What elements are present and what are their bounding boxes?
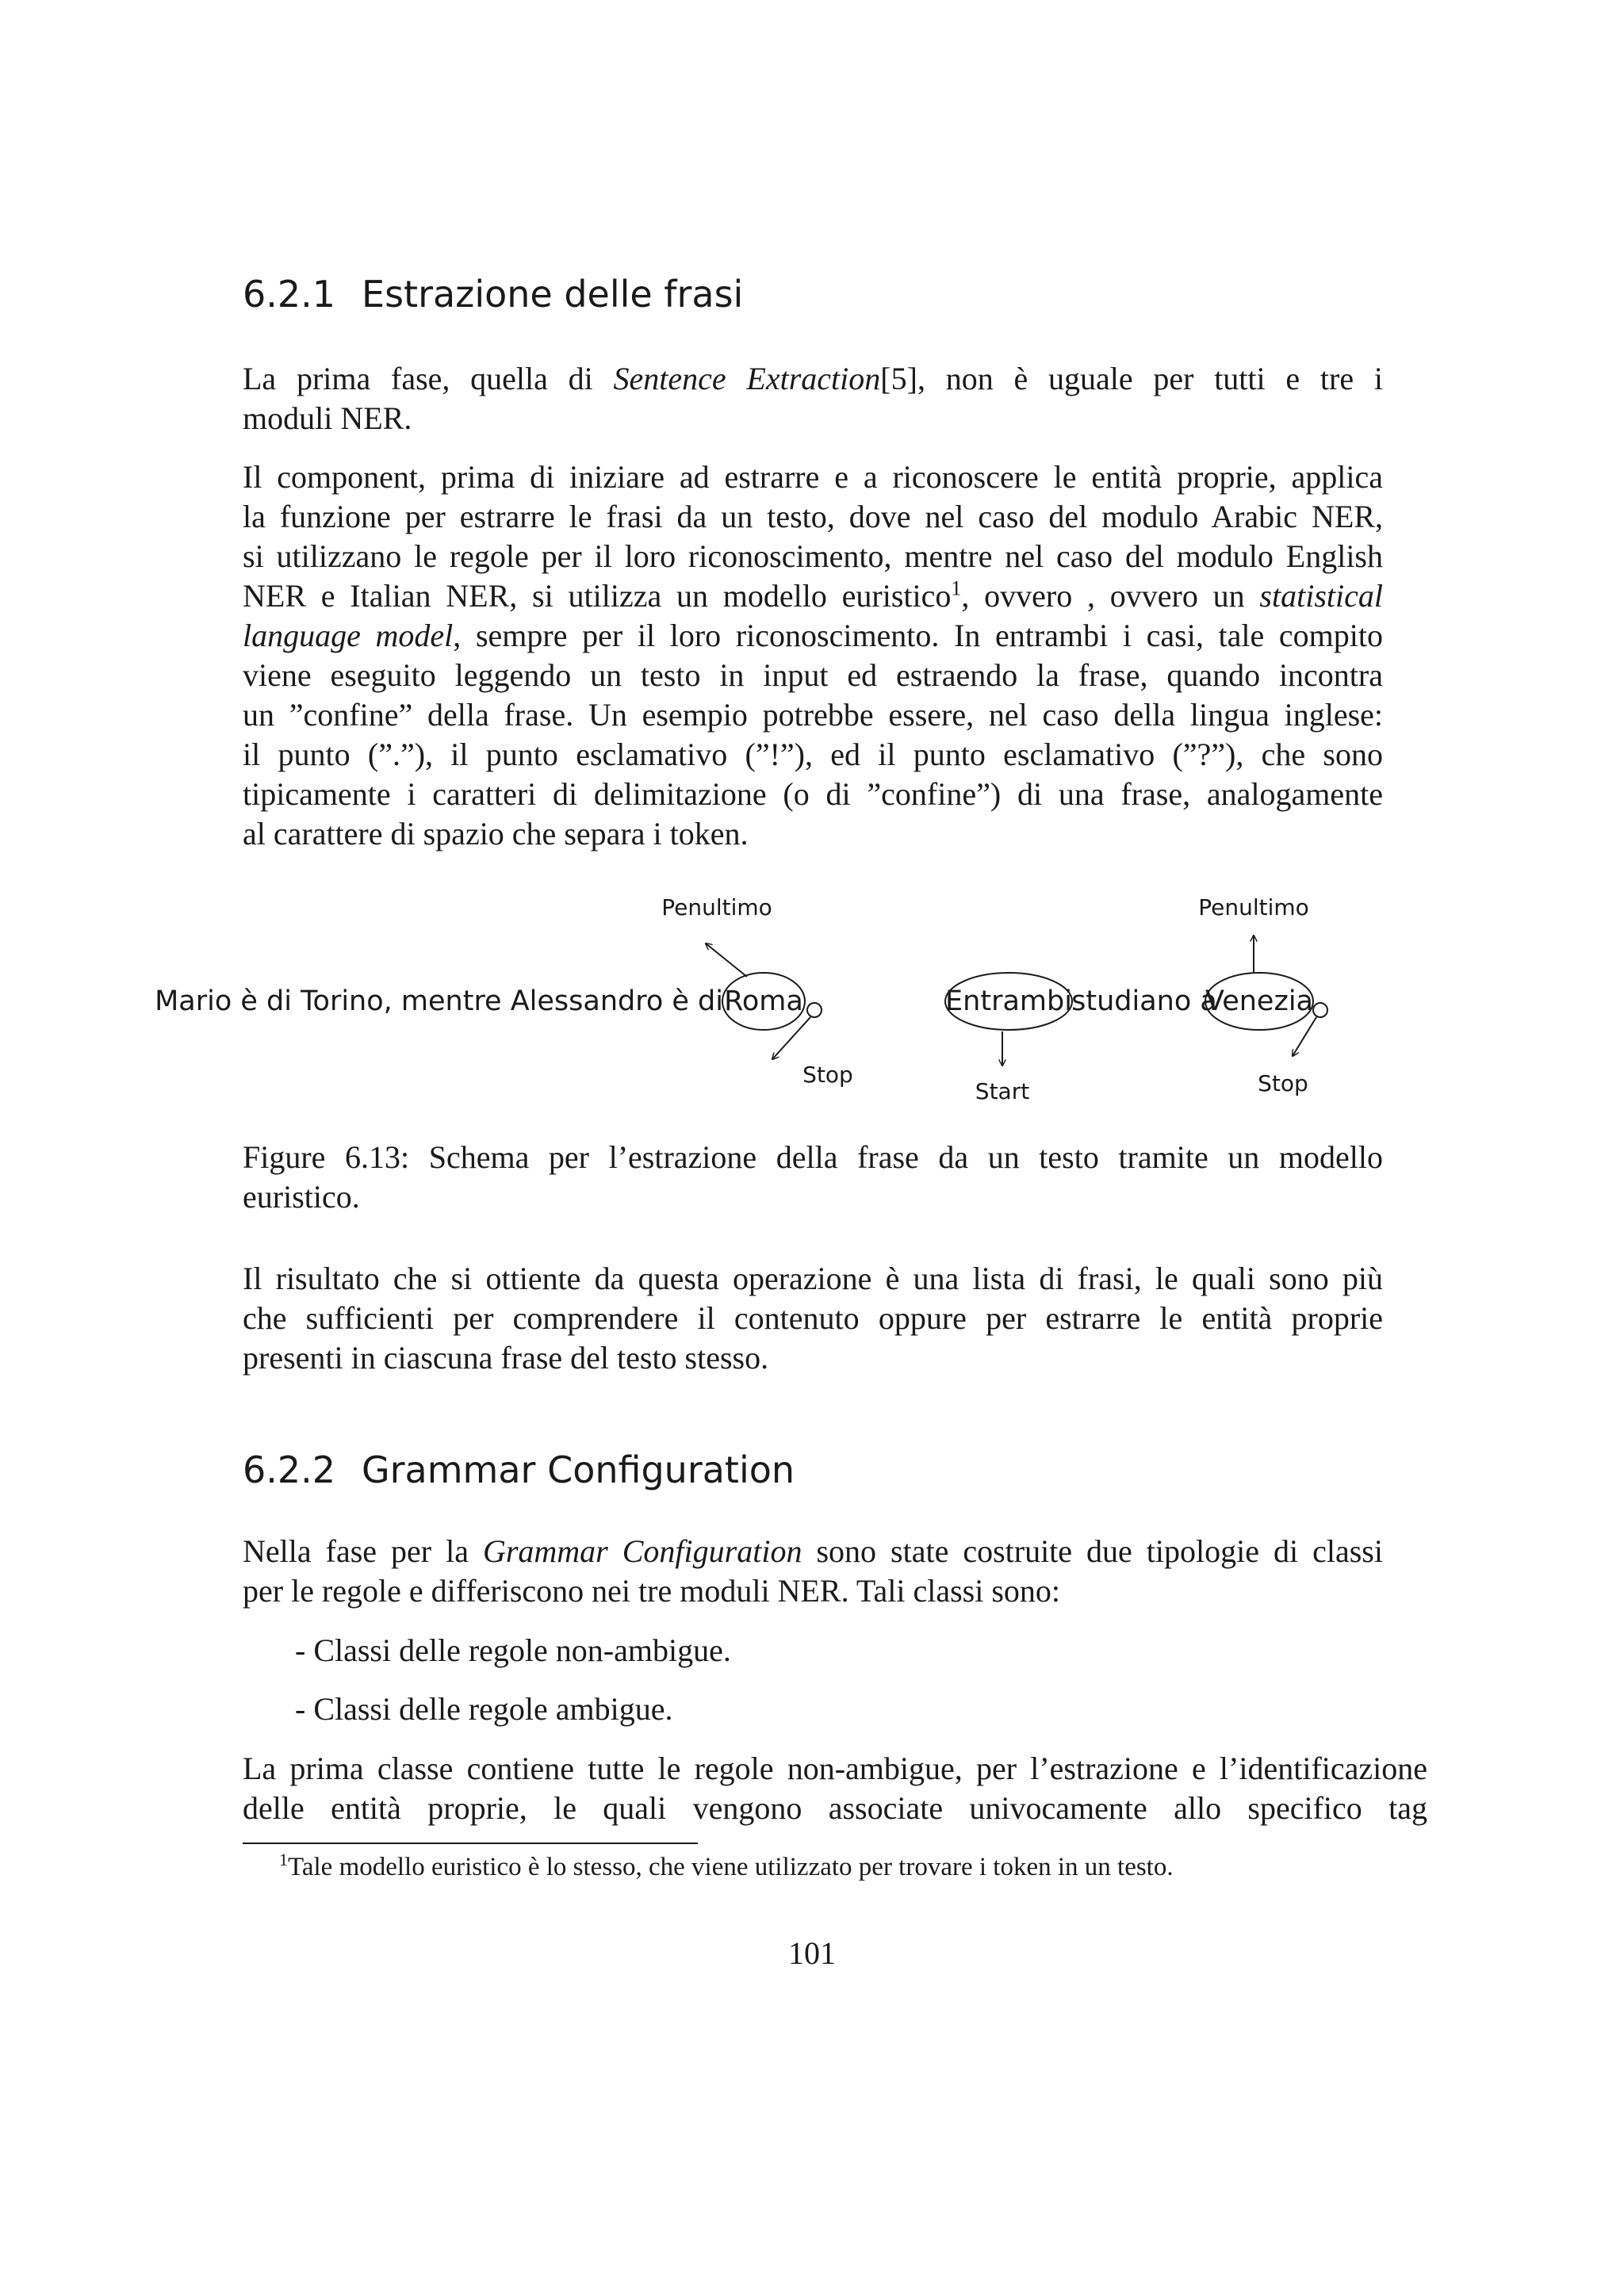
italic-term: statistical bbox=[1259, 578, 1383, 614]
figure-word-entrambi: Entrambi bbox=[945, 985, 1072, 1017]
paragraph-component bbox=[243, 457, 1383, 854]
text-line: Il component, prima di iniziare ad estrarre e a riconoscere le entità proprie, applica bbox=[243, 459, 1383, 495]
figure-caption bbox=[243, 1138, 1383, 1217]
text-run: , sempre per il loro riconoscimento. In entrambi i casi, tale compito bbox=[453, 618, 1383, 653]
list-item: - Classi delle regole non-ambigue. bbox=[295, 1632, 731, 1668]
text-line: per le regole e differiscono nei tre moduli NER. Tali classi sono: bbox=[243, 1573, 1061, 1609]
sentence-extraction-figure bbox=[155, 886, 1364, 1124]
text-line: si utilizzano le regole per il loro riconoscimento, mentre nel caso del modulo English bbox=[243, 538, 1383, 574]
italic-term: language model bbox=[243, 618, 454, 653]
figure-label-start: Start bbox=[975, 1078, 1030, 1104]
text-run: , ovvero , ovvero un bbox=[961, 578, 1260, 614]
section-heading-6-2-1 bbox=[243, 273, 744, 316]
figure-sentence-start: Mario è di Torino, mentre Alessandro è di bbox=[155, 985, 723, 1017]
text-line: euristico. bbox=[243, 1179, 360, 1215]
text-line bbox=[243, 359, 1383, 399]
text-line bbox=[243, 616, 1383, 656]
paragraph-grammar bbox=[243, 1532, 1383, 1611]
period-marker-right bbox=[1313, 1003, 1327, 1017]
arrow-penultimo-left bbox=[706, 943, 747, 977]
text-run: NER e Italian NER, si utilizza un modello euristico bbox=[243, 578, 952, 614]
paragraph-intro bbox=[243, 359, 1383, 438]
footnote-reference: 1 bbox=[951, 576, 962, 600]
text-line: La prima classe contiene tutte le regole non-ambigue, per l’estrazione e l’identificazione bbox=[243, 1751, 1427, 1786]
text-line: Figure 6.13: Schema per l’estrazione della frase da un testo tramite un modello bbox=[243, 1139, 1383, 1175]
footnote bbox=[279, 1851, 1174, 1883]
text-line: tipicamente i caratteri di delimitazione (o di ”confine”) di una frase, analogamente bbox=[243, 776, 1383, 812]
section-number: 6.2.2 bbox=[243, 1448, 336, 1491]
text-run: Nella fase per la bbox=[243, 1533, 483, 1569]
text-line: che sufficienti per comprendere il contenuto oppure per estrarre le entità proprie bbox=[243, 1300, 1383, 1336]
italic-term: Grammar Configuration bbox=[482, 1533, 802, 1569]
text-line: al carattere di spazio che separa i token. bbox=[243, 816, 749, 851]
footnote-text: Tale modello euristico è lo stesso, che viene utilizzato per trovare i token in un testo. bbox=[288, 1853, 1174, 1881]
text-line: viene eseguito leggendo un testo in input ed estraendo la frase, quando incontra bbox=[243, 657, 1383, 693]
text-line: la funzione per estrarre le frasi da un testo, dove nel caso del modulo Arabic NER, bbox=[243, 499, 1383, 534]
text-line bbox=[243, 576, 1383, 616]
text-run: La prima fase, quella di bbox=[243, 361, 614, 396]
paragraph-result bbox=[243, 1259, 1383, 1378]
arrow-stop-left bbox=[772, 1017, 810, 1059]
italic-term: Sentence Extraction bbox=[613, 361, 881, 396]
list-item: - Classi delle regole ambigue. bbox=[295, 1691, 673, 1727]
section-heading-6-2-2 bbox=[243, 1448, 795, 1491]
text-run: [5], non è uguale per tutti e tre i bbox=[880, 361, 1383, 396]
text-line: presenti in ciascuna frase del testo stesso. bbox=[243, 1340, 769, 1376]
section-title: Grammar Configuration bbox=[362, 1448, 795, 1491]
figure-label-penultimo-left: Penultimo bbox=[661, 894, 772, 920]
figure-sentence-middle: studiano a bbox=[1071, 985, 1217, 1017]
section-number: 6.2.1 bbox=[243, 273, 336, 316]
text-line: il punto (”.”), il punto esclamativo (”!”), ed il punto esclamativo (”?”), che sono bbox=[243, 737, 1383, 772]
text-line: Il risultato che si ottiente da questa operazione è una lista di frasi, le quali sono più bbox=[243, 1261, 1383, 1296]
footnote-rule bbox=[243, 1843, 698, 1844]
text-line: delle entità proprie, le quali vengono associate univocamente allo specifico tag bbox=[243, 1790, 1427, 1826]
text-line: moduli NER. bbox=[243, 400, 412, 436]
period-marker-left bbox=[807, 1003, 822, 1017]
figure-label-stop-right: Stop bbox=[1258, 1070, 1308, 1096]
paragraph-first-class bbox=[243, 1749, 1427, 1828]
text-run: sono state costruite due tipologie di classi bbox=[802, 1533, 1383, 1569]
footnote-mark: 1 bbox=[279, 1850, 288, 1869]
text-line: un ”confine” della frase. Un esempio potrebbe essere, nel caso della lingua inglese: bbox=[243, 697, 1383, 733]
figure-word-venezia: Venezia bbox=[1205, 985, 1314, 1017]
text-line bbox=[243, 1532, 1383, 1571]
figure-word-roma: Roma bbox=[724, 985, 803, 1017]
section-title: Estrazione delle frasi bbox=[362, 273, 744, 316]
page-number: 101 bbox=[788, 1935, 836, 1971]
figure-label-penultimo-right: Penultimo bbox=[1198, 894, 1309, 920]
figure-label-stop-left: Stop bbox=[802, 1062, 853, 1088]
